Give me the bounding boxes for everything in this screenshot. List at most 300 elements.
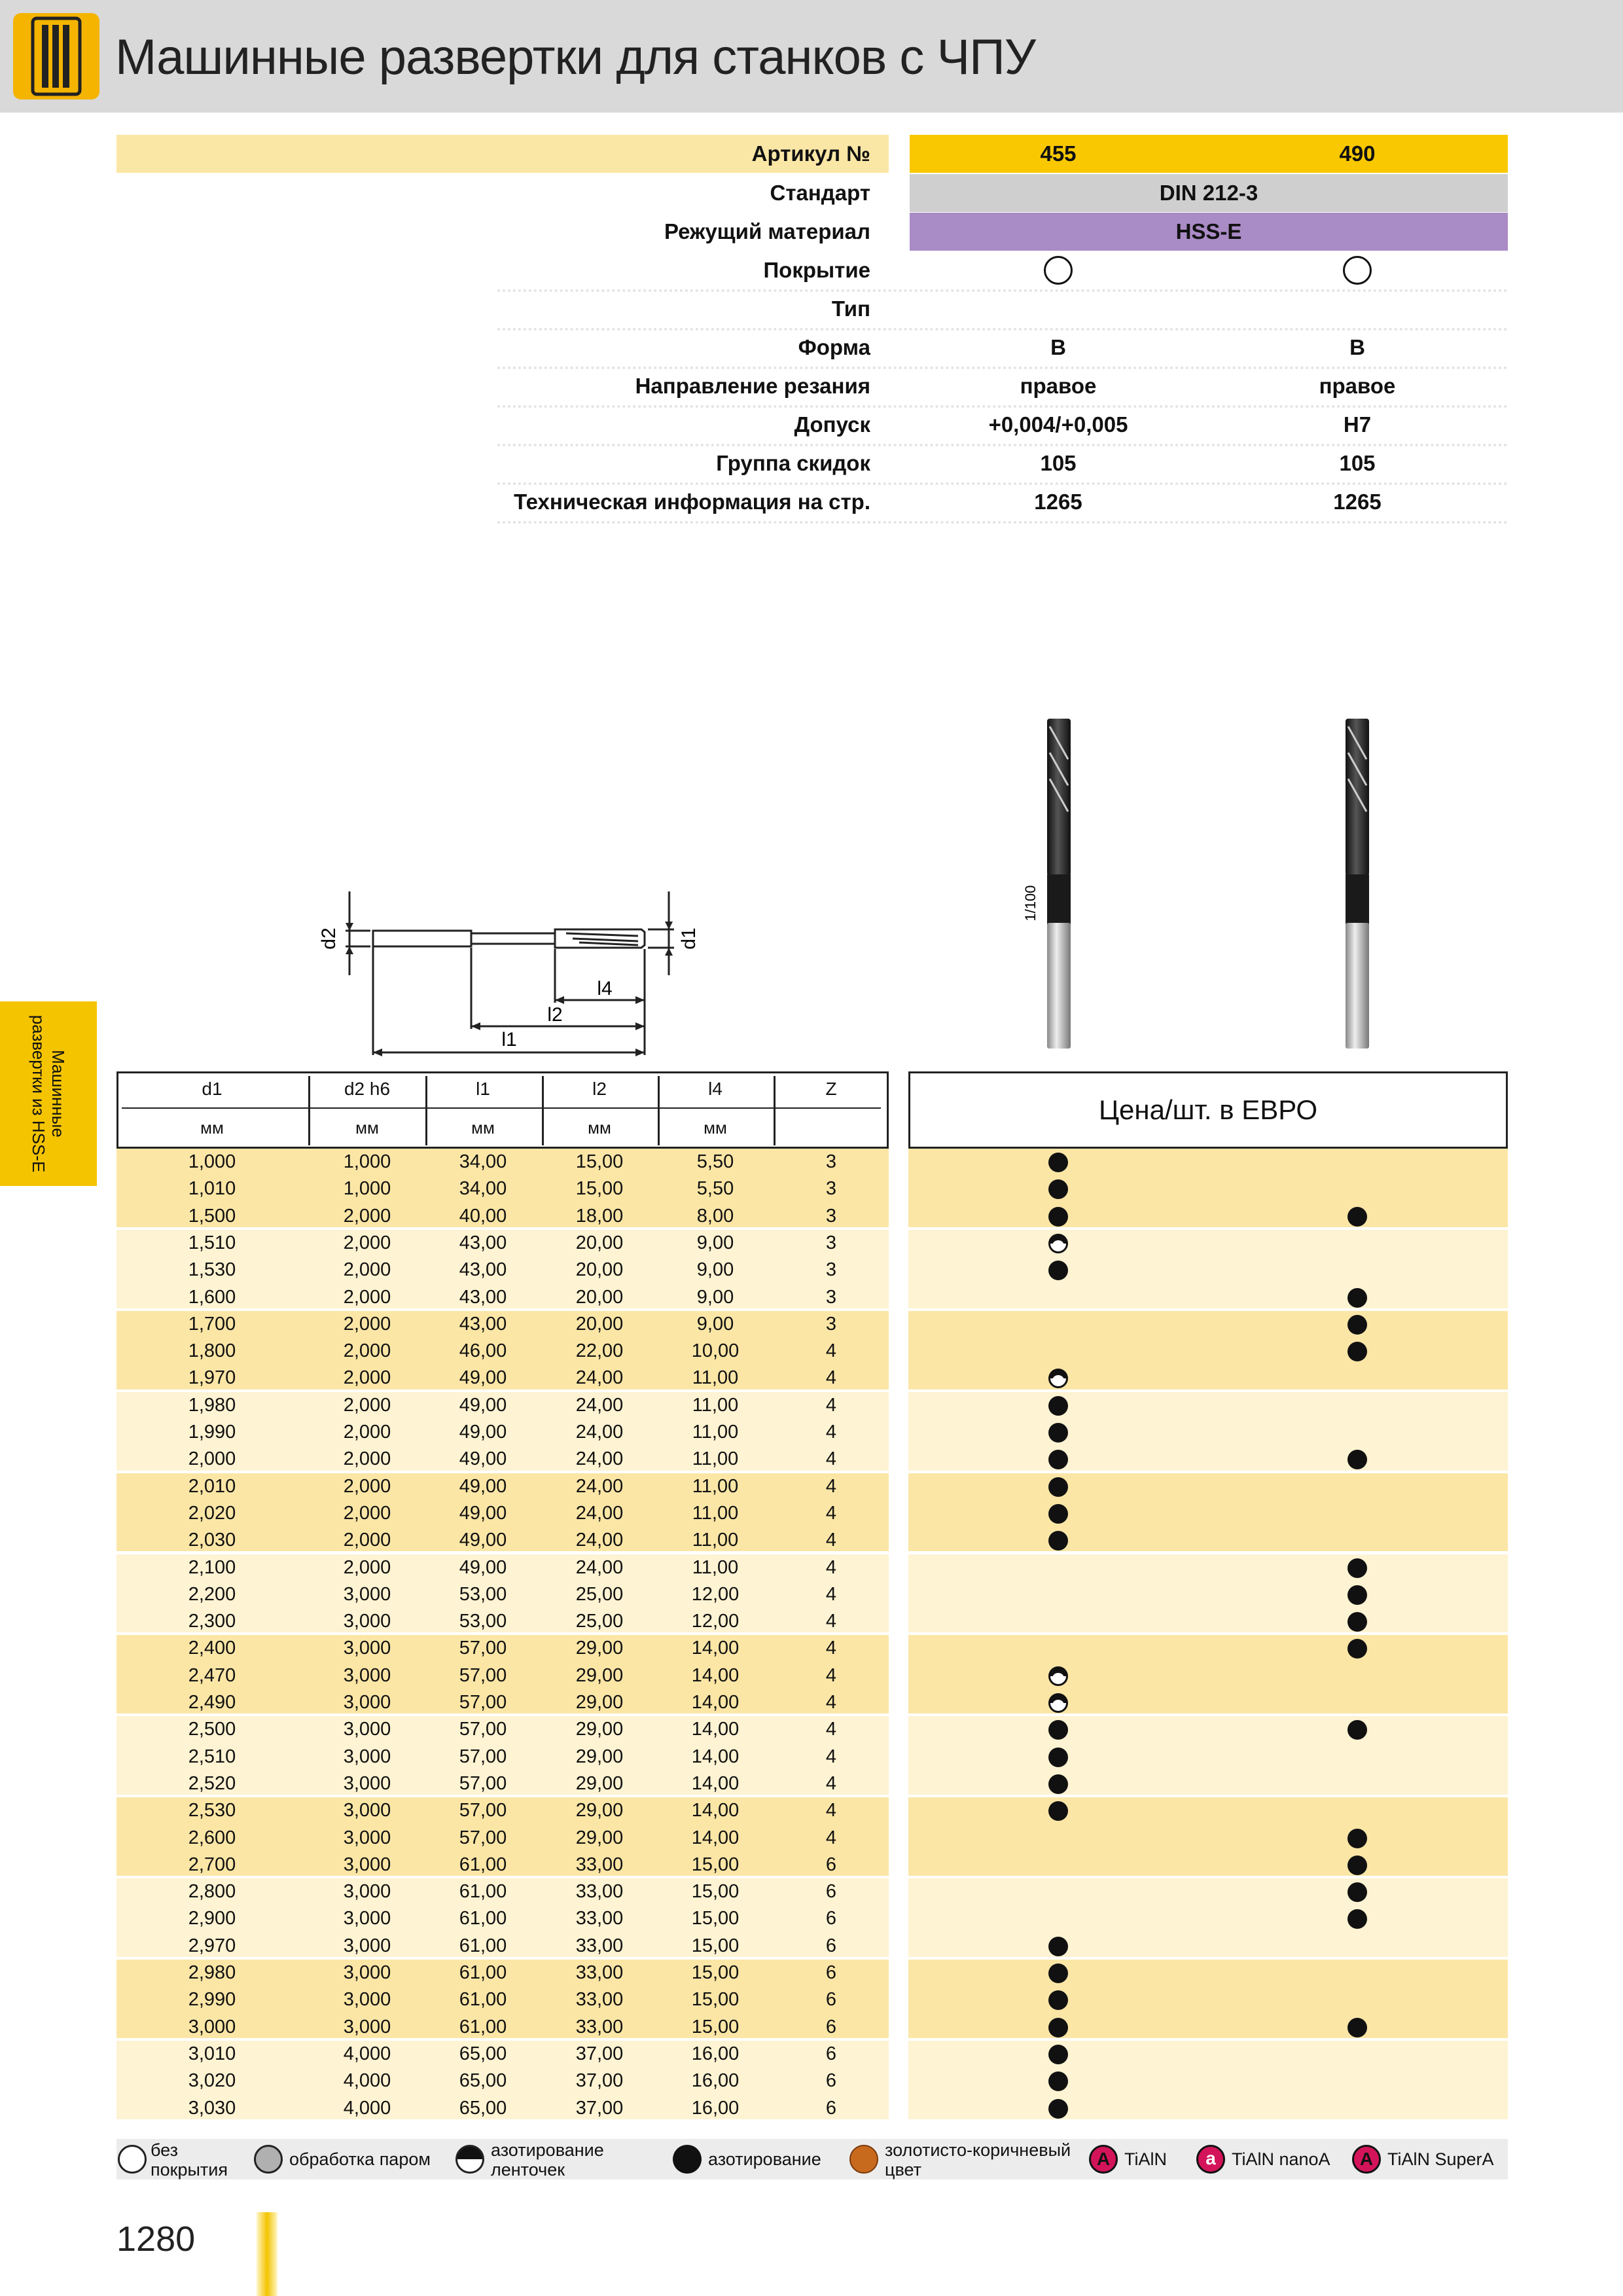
nitride-icon	[1048, 2018, 1068, 2037]
table-cell: 49,00	[459, 1367, 507, 1389]
table-cell: 1,000	[343, 1151, 391, 1172]
table-cell: 9,00	[696, 1232, 734, 1253]
column-separator	[308, 1076, 310, 1145]
table-cell: 3,020	[188, 2070, 236, 2092]
legend-steam: обработка паром	[289, 2149, 431, 2169]
table-cell: 3,000	[343, 1719, 391, 1740]
header-divider	[122, 1107, 881, 1109]
table-cell: 12,00	[691, 1583, 740, 1605]
table-cell: 3	[825, 1259, 837, 1281]
table-cell: 2,500	[188, 1719, 236, 1740]
table-cell: 6	[825, 1989, 837, 2011]
table-cell: 14,00	[691, 1638, 740, 1659]
table-cell: 11,00	[692, 1502, 739, 1524]
table-cell: 4	[825, 1583, 837, 1605]
material-value: HSS-E	[910, 213, 1508, 251]
table-cell: 24,00	[575, 1422, 624, 1443]
table-cell: 3	[825, 1178, 837, 1200]
table-cell: 2,000	[343, 1367, 391, 1389]
table-cell: 20,00	[575, 1232, 624, 1253]
table-cell: 2,010	[188, 1475, 236, 1497]
table-cell: 16,00	[691, 2097, 740, 2119]
table-cell: 3,000	[343, 1935, 391, 1956]
table-cell: 12,00	[691, 1611, 740, 1632]
table-cell: 33,00	[575, 2016, 624, 2037]
table-cell: 4	[825, 1746, 837, 1767]
page-bar	[257, 2212, 277, 2296]
nitride-icon	[1347, 1342, 1367, 1361]
table-cell: 2,000	[343, 1448, 391, 1470]
table-cell: 2,000	[343, 1530, 391, 1551]
table-cell: 3,000	[343, 1827, 391, 1848]
table-cell: 20,00	[575, 1313, 624, 1335]
table-cell: 4	[825, 1719, 837, 1740]
l1-label: l1	[501, 1029, 517, 1050]
table-cell: 3,000	[343, 2016, 391, 2037]
legend	[116, 2139, 1508, 2179]
table-cell: 29,00	[575, 1664, 624, 1686]
nitride-icon	[1347, 2018, 1367, 2037]
table-cell: 24,00	[575, 1448, 624, 1470]
table-cell: 49,00	[459, 1556, 507, 1578]
divider	[497, 482, 1508, 485]
table-cell: 61,00	[459, 2016, 507, 2037]
coating-label: Покрытие	[763, 258, 870, 282]
table-cell: 49,00	[459, 1502, 507, 1524]
table-cell: 33,00	[575, 1881, 624, 1903]
nitride-strip-icon	[1048, 1693, 1068, 1713]
row-group-band	[908, 1635, 1508, 1713]
row-group-band	[908, 2041, 1508, 2119]
table-cell: 43,00	[459, 1313, 507, 1335]
table-cell: 4	[825, 1556, 837, 1578]
nitride-icon	[1347, 1585, 1367, 1605]
table-cell: 15,00	[575, 1151, 624, 1172]
table-cell: 3,000	[343, 1908, 391, 1929]
table-cell: 57,00	[459, 1719, 507, 1740]
table-cell: 6	[825, 2043, 837, 2064]
table-cell: 14,00	[691, 1692, 740, 1713]
nitride-strip-icon	[455, 2145, 484, 2174]
tolerance-490: H7	[1343, 412, 1372, 437]
table-cell: 3,000	[188, 2016, 236, 2037]
nitride-icon	[1048, 2072, 1068, 2091]
table-cell: 2,700	[188, 1854, 236, 1875]
table-cell: 4,000	[343, 2070, 391, 2092]
table-cell: 34,00	[459, 1151, 507, 1172]
discount-455: 105	[1040, 451, 1077, 475]
nitride-icon	[1048, 2099, 1068, 2119]
column-header: l1	[476, 1079, 490, 1099]
row-group-band	[908, 1797, 1508, 1876]
column-unit: мм	[355, 1118, 379, 1138]
nitride-icon	[1048, 1261, 1068, 1280]
legend-nitride: азотирование	[708, 2149, 821, 2169]
table-cell: 1,530	[188, 1259, 236, 1281]
table-cell: 25,00	[575, 1611, 624, 1632]
table-cell: 14,00	[691, 1800, 740, 1821]
table-cell: 2,470	[188, 1664, 236, 1686]
nitride-icon	[1347, 1856, 1367, 1875]
table-cell: 11,00	[692, 1556, 739, 1578]
table-cell: 22,00	[575, 1340, 624, 1362]
table-cell: 11,00	[692, 1475, 739, 1497]
row-group-band	[908, 1716, 1508, 1795]
discount-490: 105	[1339, 451, 1376, 475]
table-cell: 3,000	[343, 1854, 391, 1875]
coating-uncoated-icon	[1343, 256, 1372, 285]
nitride-icon	[1048, 1207, 1068, 1227]
table-cell: 1,010	[188, 1178, 236, 1200]
row-group-band	[908, 1554, 1508, 1633]
table-cell: 11,00	[692, 1448, 739, 1470]
table-cell: 4	[825, 1664, 837, 1686]
table-cell: 5,50	[696, 1178, 734, 1200]
table-cell: 6	[825, 1881, 837, 1903]
nitride-icon	[1048, 1531, 1068, 1551]
table-cell: 1,800	[188, 1340, 236, 1362]
table-cell: 3,000	[343, 1611, 391, 1632]
table-cell: 29,00	[575, 1719, 624, 1740]
column-separator	[425, 1076, 427, 1145]
table-cell: 1,500	[188, 1205, 236, 1227]
table-cell: 61,00	[459, 1854, 507, 1875]
column-header: l4	[708, 1079, 722, 1099]
table-cell: 3	[825, 1313, 837, 1335]
table-cell: 49,00	[459, 1422, 507, 1443]
row-group-band	[908, 1878, 1508, 1957]
table-cell: 57,00	[459, 1772, 507, 1794]
table-cell: 57,00	[459, 1746, 507, 1767]
nitride-icon	[1347, 1829, 1367, 1848]
table-cell: 2,900	[188, 1908, 236, 1929]
table-cell: 57,00	[459, 1827, 507, 1848]
table-cell: 2,400	[188, 1638, 236, 1659]
row-group-band	[908, 1960, 1508, 2038]
table-cell: 57,00	[459, 1800, 507, 1821]
table-cell: 33,00	[575, 1962, 624, 1983]
table-cell: 33,00	[575, 1935, 624, 1956]
tialn-nano-icon: a	[1196, 2145, 1225, 2174]
nitride-icon	[1048, 1774, 1068, 1794]
table-cell: 1,980	[188, 1394, 236, 1416]
nitride-strip-icon	[1048, 1234, 1068, 1253]
column-header: Z	[825, 1079, 837, 1099]
nitride-icon	[1347, 1315, 1367, 1335]
table-cell: 5,50	[696, 1151, 734, 1172]
column-header: l2	[592, 1079, 607, 1099]
article-label: Артикул №	[751, 141, 870, 166]
table-cell: 3,030	[188, 2097, 236, 2119]
table-cell: 6	[825, 1962, 837, 1983]
standard-value: DIN 212-3	[910, 174, 1508, 212]
table-cell: 16,00	[691, 2070, 740, 2092]
techinfo-label: Техническая информация на стр.	[514, 490, 870, 514]
divider	[497, 405, 1508, 408]
article-490: 490	[1339, 141, 1376, 166]
table-cell: 11,00	[692, 1394, 739, 1416]
table-cell: 37,00	[575, 2070, 624, 2092]
table-cell: 29,00	[575, 1800, 624, 1821]
table-cell: 3	[825, 1286, 837, 1308]
table-cell: 4	[825, 1394, 837, 1416]
legend-tialn-super: TiAlN SuperA	[1387, 2149, 1494, 2169]
techinfo-490: 1265	[1333, 490, 1382, 514]
nitride-icon	[1048, 1153, 1068, 1172]
table-cell: 4,000	[343, 2043, 391, 2064]
table-cell: 14,00	[691, 1827, 740, 1848]
table-cell: 15,00	[691, 1908, 740, 1929]
table-cell: 65,00	[459, 2070, 507, 2092]
table-cell: 53,00	[459, 1583, 507, 1605]
table-cell: 2,000	[188, 1448, 236, 1470]
reamer-logo-icon	[13, 13, 99, 99]
table-cell: 6	[825, 2070, 837, 2092]
nitride-icon	[1048, 1396, 1068, 1416]
table-cell: 4	[825, 1692, 837, 1713]
table-cell: 29,00	[575, 1772, 624, 1794]
table-cell: 49,00	[459, 1530, 507, 1551]
table-cell: 6	[825, 1935, 837, 1956]
side-tab-line1: Машинные	[48, 1050, 68, 1138]
table-cell: 3,000	[343, 1772, 391, 1794]
column-unit: мм	[588, 1118, 611, 1138]
standard-label: Стандарт	[770, 181, 870, 205]
table-cell: 61,00	[459, 1908, 507, 1929]
page-title: Машинные развертки для станков с ЧПУ	[115, 29, 1036, 85]
table-cell: 4	[825, 1638, 837, 1659]
nitride-icon	[1347, 1207, 1367, 1227]
table-cell: 61,00	[459, 1989, 507, 2011]
legend-uncoated: без покрытия	[151, 2140, 228, 2179]
table-cell: 4	[825, 1422, 837, 1443]
table-cell: 2,000	[343, 1340, 391, 1362]
table-cell: 3,000	[343, 1664, 391, 1686]
table-cell: 9,00	[696, 1313, 734, 1335]
table-cell: 3	[825, 1151, 837, 1172]
table-cell: 2,000	[343, 1286, 391, 1308]
table-cell: 3,000	[343, 1583, 391, 1605]
table-cell: 2,510	[188, 1746, 236, 1767]
table-cell: 3,000	[343, 1989, 391, 2011]
table-cell: 2,520	[188, 1772, 236, 1794]
uncoated-icon	[118, 2145, 147, 2174]
table-cell: 24,00	[575, 1530, 624, 1551]
nitride-icon	[1048, 2045, 1068, 2064]
table-cell: 15,00	[691, 1854, 740, 1875]
table-cell: 2,200	[188, 1583, 236, 1605]
table-cell: 4	[825, 1772, 837, 1794]
divider	[497, 289, 1508, 292]
table-cell: 1,000	[188, 1151, 236, 1172]
table-cell: 14,00	[691, 1772, 740, 1794]
table-cell: 2,990	[188, 1989, 236, 2011]
nitride-icon	[1048, 1801, 1068, 1821]
table-cell: 3	[825, 1232, 837, 1253]
legend-tialn: TiAlN	[1124, 2149, 1167, 2169]
table-cell: 2,000	[343, 1232, 391, 1253]
table-cell: 29,00	[575, 1692, 624, 1713]
d1-label: d1	[678, 927, 700, 950]
column-unit: мм	[704, 1118, 727, 1138]
table-cell: 2,980	[188, 1962, 236, 1983]
table-cell: 53,00	[459, 1611, 507, 1632]
row-group-band	[908, 1473, 1508, 1552]
row-group-band	[908, 1230, 1508, 1308]
steam-icon	[254, 2145, 283, 2174]
nitride-icon	[1048, 1423, 1068, 1443]
column-header: d2 h6	[344, 1079, 391, 1099]
table-cell: 4	[825, 1448, 837, 1470]
table-cell: 4	[825, 1800, 837, 1821]
table-cell: 20,00	[575, 1259, 624, 1281]
table-cell: 11,00	[692, 1422, 739, 1443]
table-cell: 49,00	[459, 1448, 507, 1470]
table-cell: 3,000	[343, 1800, 391, 1821]
table-cell: 3,000	[343, 1638, 391, 1659]
divider	[497, 521, 1508, 524]
table-cell: 6	[825, 1908, 837, 1929]
nitride-icon	[673, 2145, 702, 2174]
table-cell: 61,00	[459, 1962, 507, 1983]
divider	[497, 444, 1508, 446]
table-cell: 29,00	[575, 1746, 624, 1767]
table-cell: 2,530	[188, 1800, 236, 1821]
table-cell: 11,00	[692, 1530, 739, 1551]
nitride-strip-icon	[1048, 1666, 1068, 1686]
table-cell: 3	[825, 1205, 837, 1227]
table-cell: 57,00	[459, 1638, 507, 1659]
table-cell: 3,000	[343, 1881, 391, 1903]
table-cell: 14,00	[691, 1719, 740, 1740]
direction-490: правое	[1319, 374, 1396, 398]
table-cell: 43,00	[459, 1232, 507, 1253]
l2-label: l2	[547, 1004, 563, 1026]
table-cell: 2,000	[343, 1422, 391, 1443]
table-cell: 24,00	[575, 1367, 624, 1389]
tolerance-455: +0,004/+0,005	[988, 412, 1128, 437]
form-label: Форма	[798, 335, 870, 359]
nitride-icon	[1347, 1288, 1367, 1308]
table-cell: 2,000	[343, 1556, 391, 1578]
form-455: B	[1050, 335, 1066, 359]
table-cell: 15,00	[691, 1962, 740, 1983]
table-cell: 1,700	[188, 1313, 236, 1335]
row-group-band	[908, 1311, 1508, 1390]
table-cell: 24,00	[575, 1394, 624, 1416]
nitride-icon	[1347, 1882, 1367, 1902]
nitride-icon	[1347, 1558, 1367, 1578]
article-455: 455	[1040, 141, 1077, 166]
table-cell: 18,00	[575, 1205, 624, 1227]
row-group-band	[908, 1149, 1508, 1227]
reamer-dimension-drawing	[308, 877, 726, 1060]
table-cell: 24,00	[575, 1556, 624, 1578]
reamer-455-image	[1021, 713, 1099, 1054]
table-cell: 24,00	[575, 1502, 624, 1524]
taper-label: 1/100	[1022, 885, 1039, 922]
table-cell: 4	[825, 1530, 837, 1551]
table-cell: 2,100	[188, 1556, 236, 1578]
row-group-band	[908, 1392, 1508, 1471]
nitride-icon	[1048, 1748, 1068, 1767]
column-separator	[774, 1076, 776, 1145]
table-cell: 33,00	[575, 1908, 624, 1929]
table-cell: 2,000	[343, 1394, 391, 1416]
direction-label: Направление резания	[635, 374, 870, 398]
tolerance-label: Допуск	[794, 412, 870, 437]
l4-label: l4	[597, 978, 613, 999]
table-cell: 10,00	[691, 1340, 740, 1362]
table-cell: 15,00	[691, 1881, 740, 1903]
legend-gold: золотисто-коричневый цвет	[885, 2140, 1071, 2179]
table-cell: 4	[825, 1611, 837, 1632]
table-cell: 15,00	[691, 2016, 740, 2037]
table-cell: 4	[825, 1827, 837, 1848]
table-cell: 2,020	[188, 1502, 236, 1524]
nitride-icon	[1048, 1937, 1068, 1956]
table-cell: 25,00	[575, 1583, 624, 1605]
table-cell: 2,000	[343, 1313, 391, 1335]
type-label: Тип	[831, 296, 870, 321]
divider	[497, 367, 1508, 369]
price-header: Цена/шт. в ЕВРО	[908, 1071, 1508, 1149]
table-cell: 16,00	[691, 2043, 740, 2064]
table-cell: 1,000	[343, 1178, 391, 1200]
side-tab-line2: развертки из HSS-E	[29, 1014, 48, 1173]
nitride-icon	[1048, 1504, 1068, 1524]
legend-tialn-nano: TiAlN nanoA	[1232, 2149, 1330, 2169]
nitride-icon	[1347, 1612, 1367, 1632]
table-cell: 4	[825, 1502, 837, 1524]
table-cell: 2,490	[188, 1692, 236, 1713]
legend-nitride-strip: азотирование ленточек	[491, 2140, 604, 2179]
table-cell: 1,990	[188, 1422, 236, 1443]
table-cell: 4	[825, 1475, 837, 1497]
table-cell: 2,300	[188, 1611, 236, 1632]
table-cell: 40,00	[459, 1205, 507, 1227]
column-separator	[542, 1076, 544, 1145]
direction-455: правое	[1020, 374, 1097, 398]
table-cell: 57,00	[459, 1664, 507, 1686]
table-cell: 15,00	[691, 1989, 740, 2011]
table-cell: 14,00	[691, 1746, 740, 1767]
table-cell: 14,00	[691, 1664, 740, 1686]
table-cell: 11,00	[692, 1367, 739, 1389]
form-490: B	[1349, 335, 1365, 359]
table-cell: 1,600	[188, 1286, 236, 1308]
table-cell: 6	[825, 2097, 837, 2119]
table-cell: 6	[825, 1854, 837, 1875]
table-cell: 4	[825, 1340, 837, 1362]
table-cell: 61,00	[459, 1935, 507, 1956]
section-side-tab-label	[29, 1001, 68, 1186]
table-cell: 24,00	[575, 1475, 624, 1497]
material-label: Режущий материал	[664, 219, 870, 243]
table-cell: 3,000	[343, 1962, 391, 1983]
table-cell: 65,00	[459, 2097, 507, 2119]
table-cell: 3,010	[188, 2043, 236, 2064]
techinfo-455: 1265	[1034, 490, 1082, 514]
table-cell: 33,00	[575, 1854, 624, 1875]
divider	[497, 328, 1508, 331]
table-cell: 61,00	[459, 1881, 507, 1903]
nitride-icon	[1048, 1964, 1068, 1983]
table-cell: 2,000	[343, 1205, 391, 1227]
table-cell: 65,00	[459, 2043, 507, 2064]
table-cell: 2,600	[188, 1827, 236, 1848]
table-cell: 37,00	[575, 2097, 624, 2119]
